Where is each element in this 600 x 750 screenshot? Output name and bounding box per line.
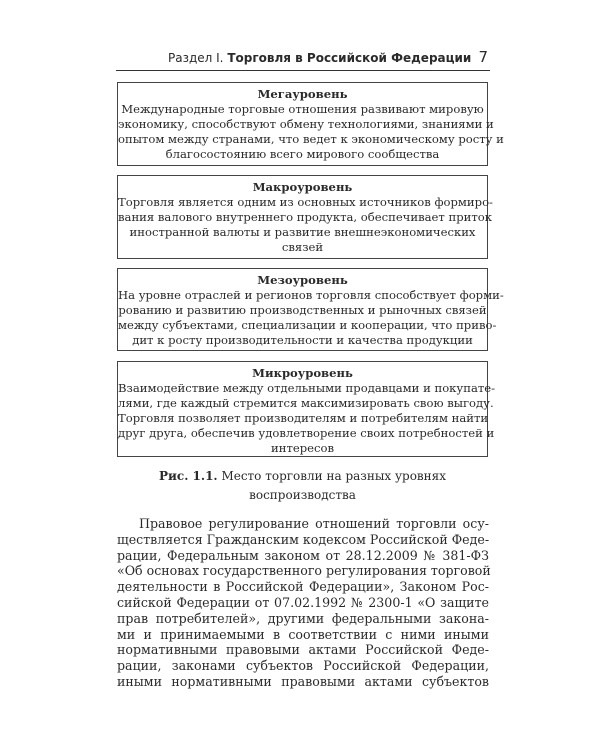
box-line: друг друга, обеспечив удовлетворение своих потребностей и (118, 426, 495, 440)
box-line: благосостоянию всего мирового сообщества (165, 147, 440, 161)
box-line: иностранной валюты и развитие внешнеэкономических (129, 225, 476, 239)
paragraph-line: «Об основах государственного регулирования торговой (117, 563, 491, 579)
paragraph-line: сийской Федерации от 07.02.1992 № 2300-1 «О защите (117, 594, 489, 610)
paragraph-line: ми и принимаемыми в соответствии с ними иными (117, 626, 489, 642)
box-line: На уровне отраслей и регионов торговля способствует форми- (118, 288, 504, 302)
box-line: рованию и развитию производственных и рыночных связей (118, 303, 487, 317)
figure-caption (117, 467, 488, 505)
section-title: Торговля в Российской Федерации (227, 51, 472, 65)
box-title: Мегауровень (257, 87, 348, 101)
running-header (116, 46, 490, 71)
box-line: Взаимодействие между отдельными продавцами и покупате- (118, 381, 496, 395)
paragraph-line: ществляется Гражданским кодексом Российской Феде- (117, 531, 490, 547)
paragraph-line: деятельности в Российской Федерации», Законом Рос- (117, 579, 489, 595)
body-paragraph (117, 516, 489, 690)
level-box-mega (117, 82, 504, 166)
box-line: Торговля является одним из основных источников формиро- (118, 195, 493, 209)
box-title: Мезоуровень (257, 273, 348, 287)
box-title: Микроуровень (252, 366, 353, 380)
box-line: интересов (270, 441, 334, 455)
box-line: вания валового внутреннего продукта, обеспечивает приток (118, 210, 492, 224)
box-line: между субъектами, специализации и кооперации, что приво- (118, 318, 497, 332)
box-line: экономику, способствуют обмену технологиями, знаниями и (118, 117, 494, 131)
paragraph-line: рации, законами субъектов Российской Федерации, (117, 658, 489, 674)
level-box-meso (117, 268, 504, 351)
paragraph-line: рации, Федеральным законом от 28.12.2009 № 381-ФЗ (117, 547, 489, 563)
paragraph-line: Правовое регулирование отношений торговли осу- (139, 516, 489, 531)
box-line: дит к росту производительности и качества продукции (132, 333, 473, 347)
box-line: связей (281, 240, 324, 254)
paragraph-line: прав потребителей», другими федеральными закона- (117, 610, 489, 626)
caption-text-cont: воспроизводства (249, 488, 356, 502)
caption-text: Место торговли на разных уровнях (221, 469, 447, 483)
box-line: опытом между странами, что ведет к экономическому росту и (118, 132, 504, 146)
caption-label: Рис. 1.1. (158, 469, 218, 483)
section-label: Раздел I. (168, 51, 224, 65)
level-box-micro (117, 361, 496, 457)
box-line: лями, где каждый стремится максимизировать свою выгоду. (118, 396, 494, 410)
box-line: Торговля позволяет производителям и потребителям найти (118, 411, 489, 425)
paragraph-line: иными нормативными правовыми актами субъектов (117, 673, 489, 689)
box-line: Международные торговые отношения развивают мировую (121, 102, 484, 116)
page-number: 7 (478, 48, 488, 66)
level-box-macro (117, 175, 493, 259)
paragraph-line: нормативными правовыми актами Российской Феде- (117, 642, 489, 658)
running-header-title (168, 51, 471, 65)
box-title: Макроуровень (252, 180, 353, 194)
